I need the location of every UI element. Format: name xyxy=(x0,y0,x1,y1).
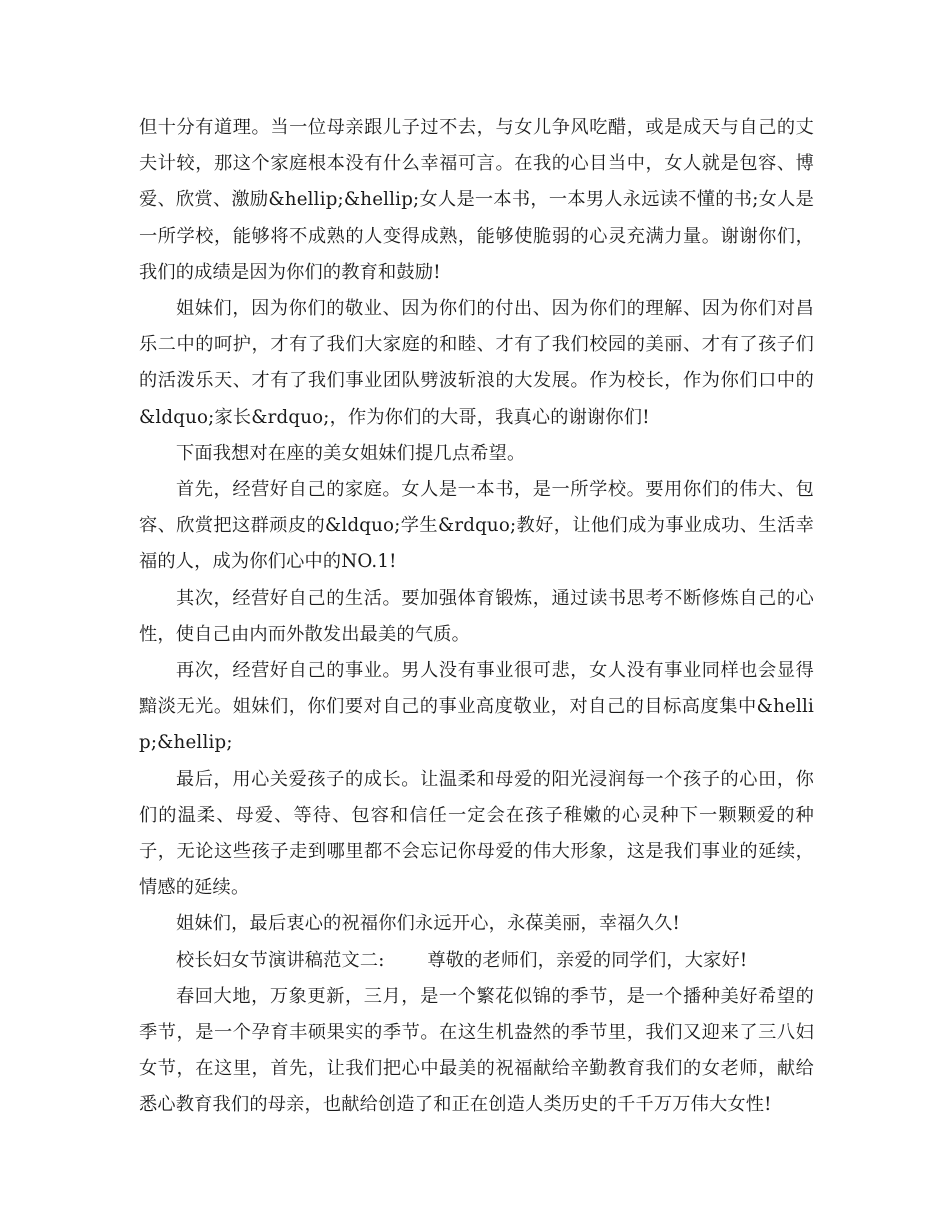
paragraph-7: 最后，用心关爱孩子的成长。让温柔和母爱的阳光浸润每一个孩子的心田，你们的温柔、母爱、等待、包容和信任一定会在孩子稚嫩的心灵种下一颗颗爱的种子，无论这些孩子走到哪里都不会忘记你母爱的伟大形象，这是我们事业的延续，情感的延续。 xyxy=(139,768,814,899)
paragraph-4: 首先，经营好自己的家庭。女人是一本书，是一所学校。要用你们的伟大、包容、欣赏把这群顽皮的&ldquo;学生&rdquo;教好，让他们成为事业成功、生活幸福的人，成为你们心中的NO.1! xyxy=(139,479,814,573)
document-body xyxy=(139,110,814,1124)
paragraph-2: 姐妹们，因为你们的敬业、因为你们的付出、因为你们的理解、因为你们对昌乐二中的呵护，才有了我们大家庭的和睦、才有了我们校园的美丽、才有了孩子们的活泼乐天、才有了我们事业团队劈波斩浪的大发展。作为校长，作为你们口中的&ldquo;家长&rdquo;，作为你们的大哥，我真心的谢谢你们! xyxy=(139,298,814,428)
paragraph-8: 姐妹们，最后衷心的祝福你们永远开心，永葆美丽，幸福久久! xyxy=(176,913,680,935)
paragraph-10: 春回大地，万象更新，三月，是一个繁花似锦的季节，是一个播种美好希望的季节，是一个孕育丰硕果实的季节。在这生机盎然的季节里，我们又迎来了三八妇女节，在这里，首先，让我们把心中最美的祝福献给辛勤教育我们的女老师，献给悉心教育我们的母亲，也献给创造了和正在创造人类历史的千千万万伟大女性! xyxy=(139,985,814,1116)
paragraph-3: 下面我想对在座的美女姐妹们提几点希望。 xyxy=(176,442,526,464)
paragraph-5: 其次，经营好自己的生活。要加强体育锻炼，通过读书思考不断修炼自己的心性，使自己由内而外散发出最美的气质。 xyxy=(139,587,814,645)
paragraph-9-heading: 校长妇女节演讲稿范文二: 尊敬的老师们，亲爱的同学们，大家好! xyxy=(176,949,748,971)
paragraph-1: 但十分有道理。当一位母亲跟儿子过不去，与女儿争风吃醋，或是成天与自己的丈夫计较，那这个家庭根本没有什么幸福可言。在我的心目当中，女人就是包容、博爱、欣赏、激励&hellip;&hellip;女人是一本书，一本男人永远读不懂的书;女人是一所学校，能够将不成熟的人变得成熟，能够使脆弱的心灵充满力量。谢谢你们，我们的成绩是因为你们的教育和鼓励! xyxy=(139,117,814,283)
paragraph-6: 再次，经营好自己的事业。男人没有事业很可悲，女人没有事业同样也会显得黯淡无光。姐妹们，你们要对自己的事业高度敬业，对自己的目标高度集中&hellip;&hellip; xyxy=(139,660,814,754)
